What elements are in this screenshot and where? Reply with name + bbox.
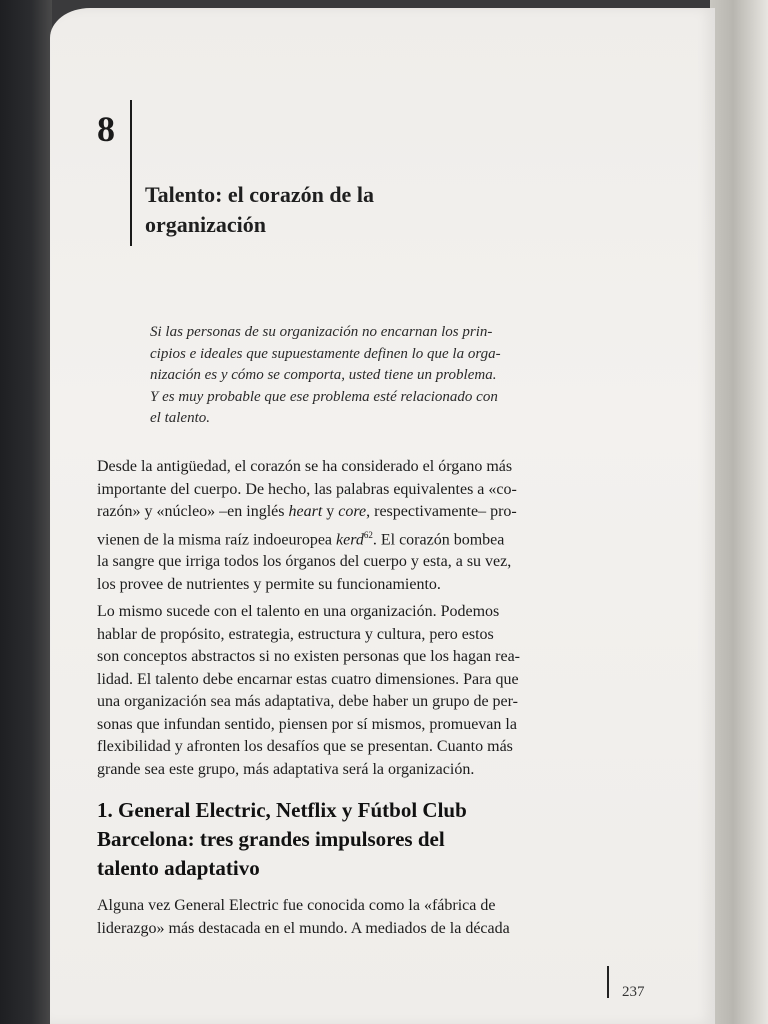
paragraph-line: sonas que infundan sentido, piensen por sí mismos, promuevan la xyxy=(97,715,517,733)
section-heading-line: talento adaptativo xyxy=(97,856,260,880)
paragraph-line: los provee de nutrientes y permite su funcionamiento. xyxy=(97,575,441,593)
page-number: 237 xyxy=(622,984,645,1000)
paragraph-line: una organización sea más adaptativa, debe haber un grupo de per- xyxy=(97,693,518,710)
section-heading-line: 1. General Electric, Netflix y Fútbol Club xyxy=(97,798,467,822)
footer-divider xyxy=(607,966,609,998)
paragraph-line: la sangre que irriga todos los órganos del cuerpo y esta, a su vez, xyxy=(97,553,512,571)
epigraph-line: Si las personas de su organización no encarnan los prin- xyxy=(150,324,493,340)
paragraph-line: vienen de la misma raíz indoeuropea kerd$^{62}$. El corazón bombea xyxy=(97,529,505,548)
book-spine-shadow xyxy=(0,0,52,1024)
paragraph-line: Lo mismo sucede con el talento en una organización. Podemos xyxy=(97,603,500,620)
epigraph-line: el talento. xyxy=(150,410,210,426)
epigraph xyxy=(150,322,610,430)
body-paragraph-1 xyxy=(97,456,607,596)
paragraph-line: flexibilidad y afronten los desafíos que se presentan. Cuanto más xyxy=(97,738,513,755)
paragraph-line: Alguna vez General Electric fue conocida como la «fábrica de xyxy=(97,897,496,914)
section-heading-line: Barcelona: tres grandes impulsores del xyxy=(97,827,445,851)
chapter-divider xyxy=(130,100,132,246)
chapter-title-line: Talento: el corazón de la xyxy=(145,182,374,207)
page-stack-edge xyxy=(710,0,768,1024)
paragraph-line: liderazgo» más destacada en el mundo. A mediados de la década xyxy=(97,919,510,937)
epigraph-line: Y es muy probable que ese problema esté relacionado con xyxy=(150,388,498,405)
section-heading xyxy=(97,796,607,883)
epigraph-line: cipios e ideales que supuestamente definen lo que la orga- xyxy=(150,345,501,362)
body-paragraph-2 xyxy=(97,601,607,781)
paragraph-line: Desde la antigüedad, el corazón se ha considerado el órgano más xyxy=(97,458,513,475)
chapter-number: 8 xyxy=(97,109,115,149)
chapter-title xyxy=(145,180,545,240)
body-paragraph-3 xyxy=(97,895,607,940)
paragraph-line: grande sea este grupo, más adaptativa será la organización. xyxy=(97,760,475,778)
epigraph-line: nización es y cómo se comporta, usted tiene un problema. xyxy=(150,367,497,383)
paragraph-line: hablar de propósito, estrategia, estructura y cultura, pero estos xyxy=(97,625,494,643)
paragraph-line: son conceptos abstractos si no existen personas que los hagan rea- xyxy=(97,648,520,665)
paragraph-line: razón» y «núcleo» –en inglés heart y core, respectivamente– pro- xyxy=(97,503,517,520)
paragraph-line: lidad. El talento debe encarnar estas cuatro dimensiones. Para que xyxy=(97,670,519,688)
paragraph-line: importante del cuerpo. De hecho, las palabras equivalentes a «co- xyxy=(97,480,517,498)
chapter-title-line: organización xyxy=(145,212,266,237)
